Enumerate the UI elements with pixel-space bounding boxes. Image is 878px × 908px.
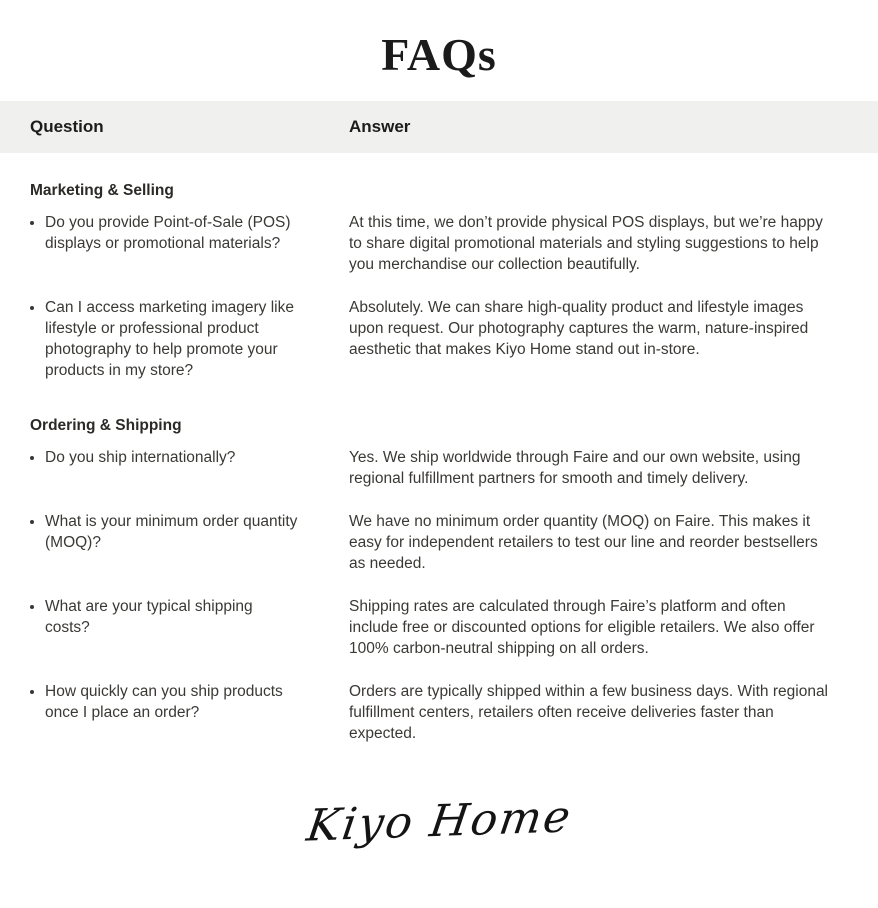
answer-cell (349, 212, 835, 275)
answer-column-header: Answer (349, 117, 411, 136)
answer-cell (349, 297, 835, 360)
page-title: FAQs (381, 29, 497, 80)
question-cell (30, 681, 300, 723)
question-text: • What are your typical shipping costs? (45, 596, 300, 638)
question-cell (30, 596, 300, 638)
question-list (30, 681, 300, 723)
faq-row (0, 596, 878, 659)
question-cell (30, 297, 300, 381)
answer-text: At this time, we don’t provide physical POS displays, but we’re happy to share digital promotional materials and styling suggestions to help you merchandise our collection beautifully. (349, 214, 823, 273)
answer-cell (349, 447, 835, 489)
question-text: • How quickly can you ship products once I place an order? (45, 681, 300, 723)
faq-row (0, 212, 878, 275)
question-cell (30, 212, 300, 254)
section-rows (0, 212, 878, 381)
question-text: • Do you ship internationally? (45, 447, 300, 468)
answer-text: Absolutely. We can share high-quality product and lifestyle images upon request. Our photography captures the warm, nature-inspired aesthetic that makes Kiyo Home stand out in-store. (349, 299, 809, 358)
answer-text: Yes. We ship worldwide through Faire and our own website, using regional fulfillment partners for smooth and timely delivery. (349, 449, 801, 487)
answer-cell (349, 511, 835, 574)
question-text: • Do you provide Point-of-Sale (POS) displays or promotional materials? (45, 212, 300, 254)
signature-block (0, 792, 878, 852)
faq-row (0, 511, 878, 574)
question-text: • What is your minimum order quantity (MOQ)? (45, 511, 300, 553)
brand-signature: Kiyo Home (303, 791, 575, 852)
section-heading: Ordering & Shipping (30, 417, 182, 434)
question-list (30, 596, 300, 638)
answer-cell (349, 596, 835, 659)
question-cell (30, 511, 300, 553)
question-list (30, 297, 300, 381)
section-heading: Marketing & Selling (30, 182, 174, 199)
faq-row (0, 447, 878, 489)
faq-section (0, 180, 878, 381)
question-cell (30, 447, 300, 468)
answer-text: We have no minimum order quantity (MOQ) on Faire. This makes it easy for independent retailers to test our line and reorder bestsellers as needed. (349, 513, 818, 572)
faq-body (0, 153, 878, 744)
table-header-row (0, 101, 878, 153)
question-list (30, 212, 300, 254)
answer-text: Shipping rates are calculated through Faire’s platform and often include free or discounted options for eligible retailers. We also offer 100% carbon-neutral shipping on all orders. (349, 598, 815, 657)
answer-text: Orders are typically shipped within a few business days. With regional fulfillment centers, retailers often receive deliveries faster than expected. (349, 683, 829, 742)
faq-row (0, 681, 878, 744)
section-rows (0, 447, 878, 744)
answer-cell (349, 681, 835, 744)
faq-row (0, 297, 878, 381)
question-text: • Can I access marketing imagery like lifestyle or professional product photography to help promote your products in my store? (45, 297, 300, 381)
question-list (30, 511, 300, 553)
faq-section (0, 415, 878, 744)
question-list (30, 447, 300, 468)
question-column-header: Question (30, 117, 104, 136)
